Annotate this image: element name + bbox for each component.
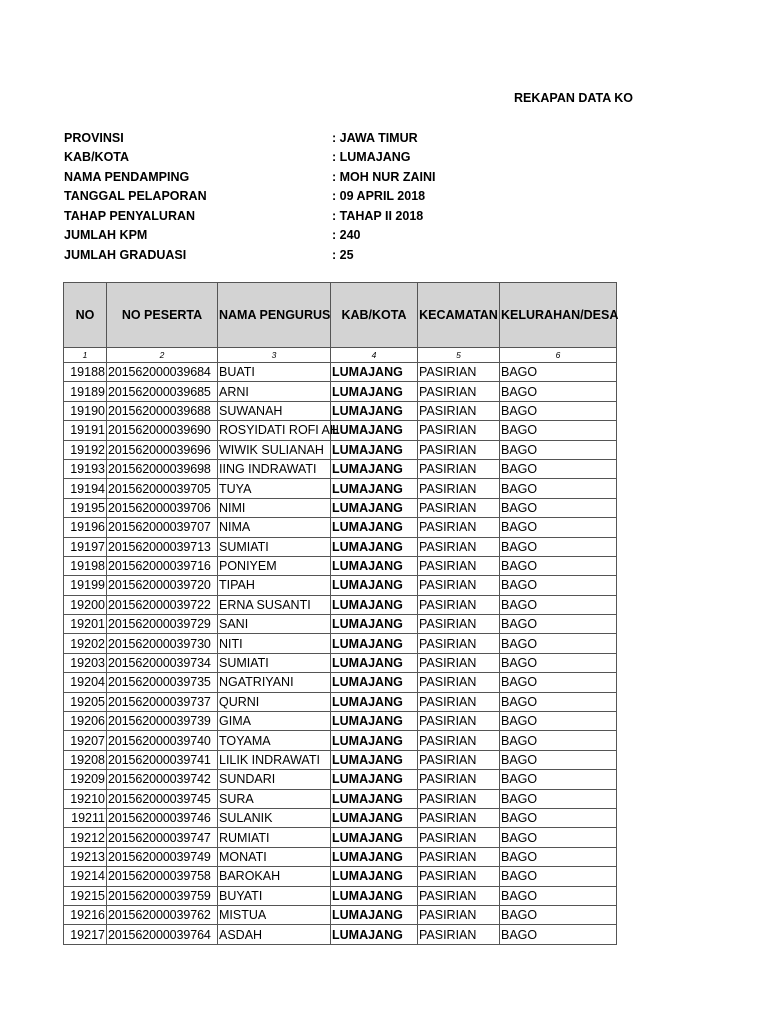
data-table [63, 282, 617, 945]
table-row [64, 421, 617, 440]
cell-kab-kota: LUMAJANG [331, 459, 418, 478]
cell-nama-pengurus: TOYAMA [218, 731, 331, 750]
cell-kecamatan: PASIRIAN [418, 421, 500, 440]
cell-no: 19216 [64, 905, 107, 924]
cell-kelurahan-desa: BAGO [500, 789, 617, 808]
cell-no-peserta: 201562000039745 [107, 789, 218, 808]
cell-nama-pengurus: RUMIATI [218, 828, 331, 847]
table-row [64, 537, 617, 556]
cell-no-peserta: 201562000039747 [107, 828, 218, 847]
cell-kecamatan: PASIRIAN [418, 401, 500, 420]
column-number: 6 [500, 348, 617, 363]
cell-kecamatan: PASIRIAN [418, 867, 500, 886]
cell-no-peserta: 201562000039764 [107, 925, 218, 944]
cell-kelurahan-desa: BAGO [500, 518, 617, 537]
cell-kecamatan: PASIRIAN [418, 537, 500, 556]
cell-no-peserta: 201562000039762 [107, 905, 218, 924]
cell-no-peserta: 201562000039696 [107, 440, 218, 459]
cell-kelurahan-desa: BAGO [500, 421, 617, 440]
table-row [64, 518, 617, 537]
cell-kecamatan: PASIRIAN [418, 925, 500, 944]
cell-nama-pengurus: ASDAH [218, 925, 331, 944]
cell-kecamatan: PASIRIAN [418, 828, 500, 847]
table-row [64, 634, 617, 653]
cell-kab-kota: LUMAJANG [331, 712, 418, 731]
cell-no-peserta: 201562000039690 [107, 421, 218, 440]
column-number: 5 [418, 348, 500, 363]
cell-kelurahan-desa: BAGO [500, 692, 617, 711]
cell-no-peserta: 201562000039742 [107, 770, 218, 789]
cell-kecamatan: PASIRIAN [418, 905, 500, 924]
column-number: 4 [331, 348, 418, 363]
cell-nama-pengurus: ROSYIDATI ROFI AH [218, 421, 331, 440]
cell-no: 19215 [64, 886, 107, 905]
cell-kecamatan: PASIRIAN [418, 847, 500, 866]
cell-nama-pengurus: SUMIATI [218, 537, 331, 556]
cell-nama-pengurus: NGATRIYANI [218, 673, 331, 692]
cell-kecamatan: PASIRIAN [418, 518, 500, 537]
header-kecamatan: KECAMATAN [418, 283, 500, 348]
table-row [64, 750, 617, 769]
cell-no-peserta: 201562000039722 [107, 595, 218, 614]
info-value: : LUMAJANG [332, 150, 411, 165]
table-row [64, 479, 617, 498]
cell-no-peserta: 201562000039734 [107, 653, 218, 672]
cell-kab-kota: LUMAJANG [331, 808, 418, 827]
cell-nama-pengurus: BUATI [218, 363, 331, 382]
table-row [64, 808, 617, 827]
table-row [64, 673, 617, 692]
info-row [64, 226, 435, 246]
cell-kecamatan: PASIRIAN [418, 750, 500, 769]
cell-kecamatan: PASIRIAN [418, 789, 500, 808]
cell-kelurahan-desa: BAGO [500, 615, 617, 634]
cell-nama-pengurus: NITI [218, 634, 331, 653]
info-value: : 25 [332, 247, 354, 262]
cell-nama-pengurus: SURA [218, 789, 331, 808]
table-row [64, 595, 617, 614]
cell-no: 19199 [64, 576, 107, 595]
cell-no-peserta: 201562000039729 [107, 615, 218, 634]
info-value: : MOH NUR ZAINI [332, 169, 436, 184]
table-header-row [64, 283, 617, 348]
cell-no-peserta: 201562000039684 [107, 363, 218, 382]
cell-kecamatan: PASIRIAN [418, 459, 500, 478]
cell-kab-kota: LUMAJANG [331, 673, 418, 692]
cell-nama-pengurus: SUNDARI [218, 770, 331, 789]
cell-no: 19192 [64, 440, 107, 459]
header-no-peserta: NO PESERTA [107, 283, 218, 348]
info-label: PROVINSI [64, 130, 124, 145]
cell-no-peserta: 201562000039713 [107, 537, 218, 556]
cell-no-peserta: 201562000039758 [107, 867, 218, 886]
cell-no-peserta: 201562000039737 [107, 692, 218, 711]
table-row [64, 731, 617, 750]
cell-kab-kota: LUMAJANG [331, 692, 418, 711]
info-value: : 240 [332, 228, 361, 243]
cell-no-peserta: 201562000039706 [107, 498, 218, 517]
cell-nama-pengurus: NIMI [218, 498, 331, 517]
cell-kab-kota: LUMAJANG [331, 537, 418, 556]
cell-kecamatan: PASIRIAN [418, 576, 500, 595]
cell-kab-kota: LUMAJANG [331, 925, 418, 944]
cell-no: 19212 [64, 828, 107, 847]
table-row [64, 556, 617, 575]
page-title: REKAPAN DATA KO [514, 91, 633, 105]
cell-kab-kota: LUMAJANG [331, 440, 418, 459]
cell-kelurahan-desa: BAGO [500, 556, 617, 575]
cell-kelurahan-desa: BAGO [500, 828, 617, 847]
cell-kecamatan: PASIRIAN [418, 770, 500, 789]
cell-kelurahan-desa: BAGO [500, 653, 617, 672]
table-row [64, 847, 617, 866]
cell-no-peserta: 201562000039740 [107, 731, 218, 750]
cell-no-peserta: 201562000039707 [107, 518, 218, 537]
report-info [64, 128, 435, 265]
cell-nama-pengurus: BAROKAH [218, 867, 331, 886]
cell-no-peserta: 201562000039688 [107, 401, 218, 420]
cell-nama-pengurus: ERNA SUSANTI [218, 595, 331, 614]
column-number: 2 [107, 348, 218, 363]
cell-kab-kota: LUMAJANG [331, 382, 418, 401]
cell-no-peserta: 201562000039759 [107, 886, 218, 905]
table-row [64, 905, 617, 924]
cell-kelurahan-desa: BAGO [500, 382, 617, 401]
table-row [64, 692, 617, 711]
cell-nama-pengurus: MISTUA [218, 905, 331, 924]
table-row [64, 886, 617, 905]
cell-kelurahan-desa: BAGO [500, 479, 617, 498]
cell-kelurahan-desa: BAGO [500, 498, 617, 517]
cell-kelurahan-desa: BAGO [500, 459, 617, 478]
cell-no: 19191 [64, 421, 107, 440]
cell-no-peserta: 201562000039741 [107, 750, 218, 769]
cell-no: 19190 [64, 401, 107, 420]
table-row [64, 498, 617, 517]
cell-kab-kota: LUMAJANG [331, 770, 418, 789]
cell-kab-kota: LUMAJANG [331, 867, 418, 886]
cell-nama-pengurus: ARNI [218, 382, 331, 401]
info-label: JUMLAH KPM [64, 228, 148, 243]
info-row [64, 148, 435, 168]
cell-no: 19205 [64, 692, 107, 711]
info-row [64, 206, 435, 226]
info-row [64, 128, 435, 148]
table-row [64, 653, 617, 672]
cell-no: 19208 [64, 750, 107, 769]
cell-kelurahan-desa: BAGO [500, 731, 617, 750]
cell-no: 19206 [64, 712, 107, 731]
cell-kelurahan-desa: BAGO [500, 808, 617, 827]
cell-nama-pengurus: PONIYEM [218, 556, 331, 575]
cell-no: 19193 [64, 459, 107, 478]
cell-kelurahan-desa: BAGO [500, 847, 617, 866]
cell-kab-kota: LUMAJANG [331, 615, 418, 634]
cell-kecamatan: PASIRIAN [418, 731, 500, 750]
cell-kecamatan: PASIRIAN [418, 712, 500, 731]
cell-no: 19213 [64, 847, 107, 866]
cell-nama-pengurus: SULANIK [218, 808, 331, 827]
cell-no: 19202 [64, 634, 107, 653]
cell-kelurahan-desa: BAGO [500, 401, 617, 420]
cell-kab-kota: LUMAJANG [331, 363, 418, 382]
cell-no-peserta: 201562000039716 [107, 556, 218, 575]
info-label: JUMLAH GRADUASI [64, 247, 187, 262]
cell-kecamatan: PASIRIAN [418, 808, 500, 827]
cell-no: 19209 [64, 770, 107, 789]
cell-nama-pengurus: QURNI [218, 692, 331, 711]
info-value: : 09 APRIL 2018 [332, 189, 426, 204]
info-row [64, 245, 435, 265]
cell-nama-pengurus: TUYA [218, 479, 331, 498]
cell-no-peserta: 201562000039685 [107, 382, 218, 401]
cell-kelurahan-desa: BAGO [500, 440, 617, 459]
cell-no: 19189 [64, 382, 107, 401]
cell-kab-kota: LUMAJANG [331, 498, 418, 517]
cell-kecamatan: PASIRIAN [418, 498, 500, 517]
cell-no: 19200 [64, 595, 107, 614]
info-row [64, 187, 435, 207]
cell-kab-kota: LUMAJANG [331, 731, 418, 750]
table-row [64, 770, 617, 789]
info-row [64, 167, 435, 187]
cell-nama-pengurus: BUYATI [218, 886, 331, 905]
cell-kab-kota: LUMAJANG [331, 518, 418, 537]
table-row [64, 459, 617, 478]
cell-kab-kota: LUMAJANG [331, 886, 418, 905]
header-kelurahan-desa: KELURAHAN/DESA [500, 283, 617, 348]
cell-nama-pengurus: SANI [218, 615, 331, 634]
cell-nama-pengurus: TIPAH [218, 576, 331, 595]
cell-kab-kota: LUMAJANG [331, 847, 418, 866]
cell-nama-pengurus: WIWIK SULIANAH [218, 440, 331, 459]
cell-kelurahan-desa: BAGO [500, 770, 617, 789]
cell-no-peserta: 201562000039730 [107, 634, 218, 653]
info-label: KAB/KOTA [64, 150, 130, 165]
table-row [64, 712, 617, 731]
cell-kab-kota: LUMAJANG [331, 556, 418, 575]
cell-kelurahan-desa: BAGO [500, 905, 617, 924]
cell-kelurahan-desa: BAGO [500, 595, 617, 614]
cell-kecamatan: PASIRIAN [418, 595, 500, 614]
cell-no: 19217 [64, 925, 107, 944]
table-row [64, 440, 617, 459]
cell-nama-pengurus: GIMA [218, 712, 331, 731]
cell-kecamatan: PASIRIAN [418, 653, 500, 672]
cell-nama-pengurus: SUMIATI [218, 653, 331, 672]
cell-kecamatan: PASIRIAN [418, 692, 500, 711]
cell-kab-kota: LUMAJANG [331, 634, 418, 653]
cell-kelurahan-desa: BAGO [500, 712, 617, 731]
table-row [64, 867, 617, 886]
cell-nama-pengurus: MONATI [218, 847, 331, 866]
cell-no: 19198 [64, 556, 107, 575]
cell-kelurahan-desa: BAGO [500, 925, 617, 944]
cell-kecamatan: PASIRIAN [418, 363, 500, 382]
column-number-row [64, 348, 617, 363]
cell-no-peserta: 201562000039746 [107, 808, 218, 827]
table-row [64, 925, 617, 944]
cell-no: 19195 [64, 498, 107, 517]
cell-kab-kota: LUMAJANG [331, 750, 418, 769]
cell-kab-kota: LUMAJANG [331, 421, 418, 440]
column-number: 1 [64, 348, 107, 363]
table-row [64, 789, 617, 808]
cell-kelurahan-desa: BAGO [500, 576, 617, 595]
table-row [64, 401, 617, 420]
cell-no-peserta: 201562000039749 [107, 847, 218, 866]
table-row [64, 615, 617, 634]
cell-kecamatan: PASIRIAN [418, 673, 500, 692]
cell-no: 19201 [64, 615, 107, 634]
cell-kelurahan-desa: BAGO [500, 537, 617, 556]
cell-kab-kota: LUMAJANG [331, 789, 418, 808]
cell-kelurahan-desa: BAGO [500, 634, 617, 653]
cell-nama-pengurus: NIMA [218, 518, 331, 537]
cell-kecamatan: PASIRIAN [418, 615, 500, 634]
cell-no: 19194 [64, 479, 107, 498]
cell-nama-pengurus: SUWANAH [218, 401, 331, 420]
cell-no: 19197 [64, 537, 107, 556]
cell-kecamatan: PASIRIAN [418, 556, 500, 575]
info-value: : TAHAP II 2018 [332, 208, 424, 223]
table-row [64, 382, 617, 401]
cell-no: 19211 [64, 808, 107, 827]
cell-kab-kota: LUMAJANG [331, 479, 418, 498]
column-number: 3 [218, 348, 331, 363]
info-value: : JAWA TIMUR [332, 130, 418, 145]
cell-kecamatan: PASIRIAN [418, 479, 500, 498]
cell-no: 19196 [64, 518, 107, 537]
cell-kab-kota: LUMAJANG [331, 653, 418, 672]
header-no: NO [64, 283, 107, 348]
cell-no: 19207 [64, 731, 107, 750]
cell-kab-kota: LUMAJANG [331, 401, 418, 420]
cell-kab-kota: LUMAJANG [331, 905, 418, 924]
header-nama-pengurus: NAMA PENGURUS [218, 283, 331, 348]
cell-no-peserta: 201562000039739 [107, 712, 218, 731]
cell-kelurahan-desa: BAGO [500, 673, 617, 692]
cell-no-peserta: 201562000039720 [107, 576, 218, 595]
cell-no: 19203 [64, 653, 107, 672]
cell-nama-pengurus: LILIK INDRAWATI [218, 750, 331, 769]
cell-no-peserta: 201562000039735 [107, 673, 218, 692]
cell-nama-pengurus: IING INDRAWATI [218, 459, 331, 478]
cell-kab-kota: LUMAJANG [331, 595, 418, 614]
info-label: NAMA PENDAMPING [64, 169, 190, 184]
cell-no-peserta: 201562000039705 [107, 479, 218, 498]
cell-kecamatan: PASIRIAN [418, 634, 500, 653]
cell-kecamatan: PASIRIAN [418, 382, 500, 401]
cell-no: 19214 [64, 867, 107, 886]
cell-kelurahan-desa: BAGO [500, 867, 617, 886]
cell-kelurahan-desa: BAGO [500, 363, 617, 382]
cell-no-peserta: 201562000039698 [107, 459, 218, 478]
header-kab-kota: KAB/KOTA [331, 283, 418, 348]
table-row [64, 576, 617, 595]
cell-no: 19204 [64, 673, 107, 692]
cell-kecamatan: PASIRIAN [418, 440, 500, 459]
info-label: TAHAP PENYALURAN [64, 208, 196, 223]
cell-no: 19210 [64, 789, 107, 808]
cell-kab-kota: LUMAJANG [331, 576, 418, 595]
cell-no: 19188 [64, 363, 107, 382]
cell-kelurahan-desa: BAGO [500, 886, 617, 905]
table-row [64, 828, 617, 847]
cell-kab-kota: LUMAJANG [331, 828, 418, 847]
info-label: TANGGAL PELAPORAN [64, 189, 207, 204]
cell-kecamatan: PASIRIAN [418, 886, 500, 905]
cell-kelurahan-desa: BAGO [500, 750, 617, 769]
table-row [64, 363, 617, 382]
